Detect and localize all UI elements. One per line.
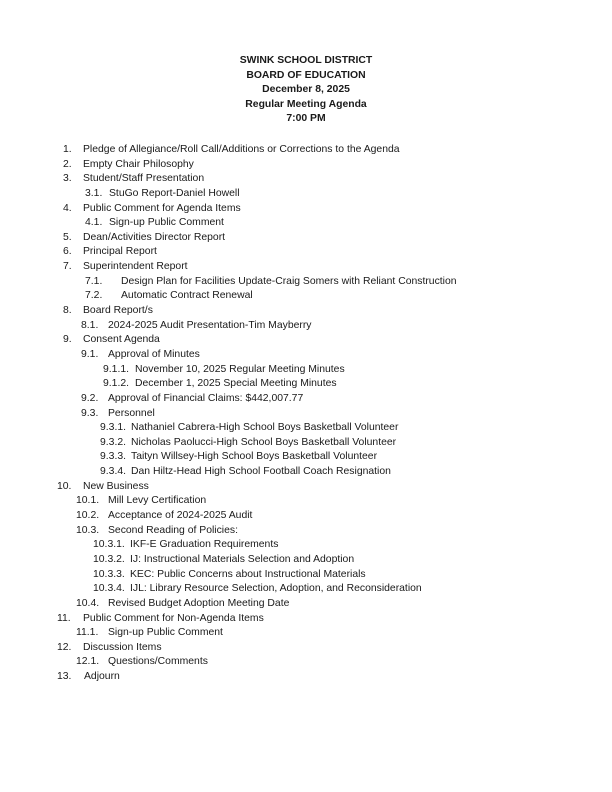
agenda-item: [0, 450, 612, 465]
agenda-item: [0, 202, 612, 217]
agenda-item: [0, 407, 612, 422]
agenda-item-text: Automatic Contract Renewal: [121, 290, 253, 302]
agenda-item: [0, 641, 612, 656]
agenda-item-text: Acceptance of 2024-2025 Audit: [108, 510, 253, 522]
agenda-item-number: 13.: [57, 671, 72, 683]
agenda-item: [0, 626, 612, 641]
agenda-item-number: 9.3.2.: [100, 436, 126, 448]
meeting-date: December 8, 2025: [262, 84, 350, 96]
agenda-item-number: 2.: [63, 158, 72, 170]
agenda-item-number: 10.3.1.: [93, 539, 125, 551]
agenda-item-text: StuGo Report-Daniel Howell: [109, 187, 240, 199]
agenda-item-number: 7.2.: [85, 290, 103, 302]
agenda-item-number: 8.1.: [81, 319, 99, 331]
agenda-item-text: Consent Agenda: [83, 334, 160, 346]
agenda-item-number: 9.3.4.: [100, 466, 126, 478]
agenda-item-number: 7.1.: [85, 275, 103, 287]
agenda-item-number: 9.: [63, 334, 72, 346]
agenda-item-text: IJL: Library Resource Selection, Adoption, and Reconsideration: [130, 583, 422, 595]
agenda-item-text: Discussion Items: [83, 641, 162, 653]
agenda-item-text: IJ: Instructional Materials Selection and Adoption: [130, 553, 355, 565]
agenda-item: [0, 260, 612, 275]
agenda-item-number: 10.3.3.: [93, 568, 125, 580]
agenda-item-text: December 1, 2025 Special Meeting Minutes: [135, 378, 337, 390]
agenda-item-number: 10.4.: [76, 597, 100, 609]
agenda-list: [0, 143, 612, 685]
agenda-item-text: Empty Chair Philosophy: [83, 158, 194, 170]
agenda-item-text: Dan Hiltz-Head High School Football Coach Resignation: [131, 466, 391, 478]
agenda-item: [0, 377, 612, 392]
agenda-item: [0, 231, 612, 246]
agenda-item-number: 9.1.: [81, 348, 99, 360]
district-name: SWINK SCHOOL DISTRICT: [239, 55, 373, 66]
agenda-item-text: Sign-up Public Comment: [109, 217, 224, 229]
meeting-time: 7:00 PM: [286, 113, 326, 125]
agenda-item-number: 10.3.2.: [93, 553, 125, 565]
agenda-item-text: Revised Budget Adoption Meeting Date: [108, 597, 290, 609]
agenda-item: [0, 319, 612, 334]
agenda-item-number: 11.: [57, 612, 71, 624]
agenda-item-text: Adjourn: [84, 671, 120, 683]
agenda-item-text: Public Comment for Agenda Items: [83, 202, 241, 214]
agenda-item-text: Second Reading of Policies:: [108, 524, 238, 536]
agenda-item-number: 1.: [63, 144, 72, 155]
agenda-item: [0, 143, 612, 158]
agenda-item: [0, 348, 612, 363]
agenda-item-text: Superintendent Report: [83, 261, 188, 273]
agenda-item: [0, 158, 612, 173]
agenda-item-text: Personnel: [108, 407, 155, 419]
board-name: BOARD OF EDUCATION: [246, 69, 366, 81]
agenda-item: [0, 421, 612, 436]
agenda-item-number: 10.2.: [76, 510, 100, 522]
agenda-item-text: Dean/Activities Director Report: [83, 231, 226, 243]
agenda-item-number: 9.3.3.: [100, 451, 126, 463]
agenda-item: [0, 465, 612, 480]
agenda-item-text: Public Comment for Non-Agenda Items: [83, 612, 264, 624]
document-header: [0, 54, 612, 127]
agenda-item-number: 9.2.: [81, 392, 99, 404]
agenda-item: [0, 582, 612, 597]
agenda-item: [0, 436, 612, 451]
agenda-item: [0, 245, 612, 260]
agenda-item-text: 2024-2025 Audit Presentation-Tim Mayberry: [108, 319, 312, 331]
agenda-item: [0, 538, 612, 553]
agenda-item: [0, 480, 612, 495]
agenda-item: [0, 363, 612, 378]
agenda-item-number: 9.1.1.: [103, 363, 129, 375]
agenda-item-text: Questions/Comments: [108, 656, 208, 668]
agenda-item-number: 7.: [63, 261, 72, 273]
agenda-item: [0, 655, 612, 670]
agenda-item: [0, 289, 612, 304]
agenda-item: [0, 568, 612, 583]
agenda-item-number: 9.3.: [81, 407, 99, 419]
agenda-item: [0, 333, 612, 348]
agenda-item-number: 11.1.: [76, 627, 99, 639]
agenda-item-text: Mill Levy Certification: [108, 495, 207, 507]
agenda-item-number: 3.1.: [85, 187, 103, 199]
agenda-item: [0, 612, 612, 627]
agenda-item-number: 9.3.1.: [100, 422, 126, 434]
agenda-item: [0, 509, 612, 524]
agenda-item: [0, 304, 612, 319]
agenda-item-text: Approval of Minutes: [108, 348, 200, 360]
agenda-item-text: Nicholas Paolucci-High School Boys Basketball Volunteer: [131, 436, 397, 448]
agenda-item: [0, 275, 612, 290]
agenda-item-number: 4.: [63, 202, 72, 214]
agenda-item-number: 10.3.: [76, 524, 100, 536]
agenda-item-number: 10.3.4.: [93, 583, 125, 595]
agenda-item-text: Principal Report: [83, 246, 157, 258]
agenda-item: [0, 172, 612, 187]
agenda-item-number: 8.: [63, 305, 72, 317]
agenda-item-text: Pledge of Allegiance/Roll Call/Additions or Corrections to the Agenda: [83, 144, 400, 155]
agenda-item-number: 12.: [57, 641, 72, 653]
agenda-item-number: 10.1.: [76, 495, 100, 507]
agenda-item-text: New Business: [83, 480, 149, 492]
agenda-item-text: KEC: Public Concerns about Instructional Materials: [130, 568, 366, 580]
agenda-item: [0, 392, 612, 407]
agenda-item: [0, 597, 612, 612]
agenda-item-number: 5.: [63, 231, 72, 243]
agenda-title: Regular Meeting Agenda: [245, 98, 367, 110]
agenda-item-number: 6.: [63, 246, 72, 258]
agenda-item-number: 12.1.: [76, 656, 100, 668]
agenda-item: [0, 216, 612, 231]
agenda-item-number: 9.1.2.: [103, 378, 129, 390]
agenda-item-text: November 10, 2025 Regular Meeting Minutes: [135, 363, 345, 375]
agenda-item-text: Taityn Willsey-High School Boys Basketball Volunteer: [131, 451, 378, 463]
agenda-item-text: Design Plan for Facilities Update-Craig Somers with Reliant Construction: [121, 275, 457, 287]
agenda-item: [0, 553, 612, 568]
agenda-item-text: IKF-E Graduation Requirements: [130, 539, 279, 551]
agenda-item-number: 4.1.: [85, 217, 103, 229]
agenda-item: [0, 494, 612, 509]
agenda-item: [0, 187, 612, 202]
agenda-item-number: 3.: [63, 173, 72, 185]
agenda-item-text: Sign-up Public Comment: [108, 627, 223, 639]
agenda-item-number: 10.: [57, 480, 72, 492]
agenda-item-text: Nathaniel Cabrera-High School Boys Basketball Volunteer: [131, 422, 399, 434]
agenda-item: [0, 524, 612, 539]
agenda-item: [0, 670, 612, 685]
agenda-item-text: Board Report/s: [83, 305, 153, 317]
agenda-item-text: Approval of Financial Claims: $442,007.77: [108, 392, 304, 404]
agenda-item-text: Student/Staff Presentation: [83, 173, 205, 185]
